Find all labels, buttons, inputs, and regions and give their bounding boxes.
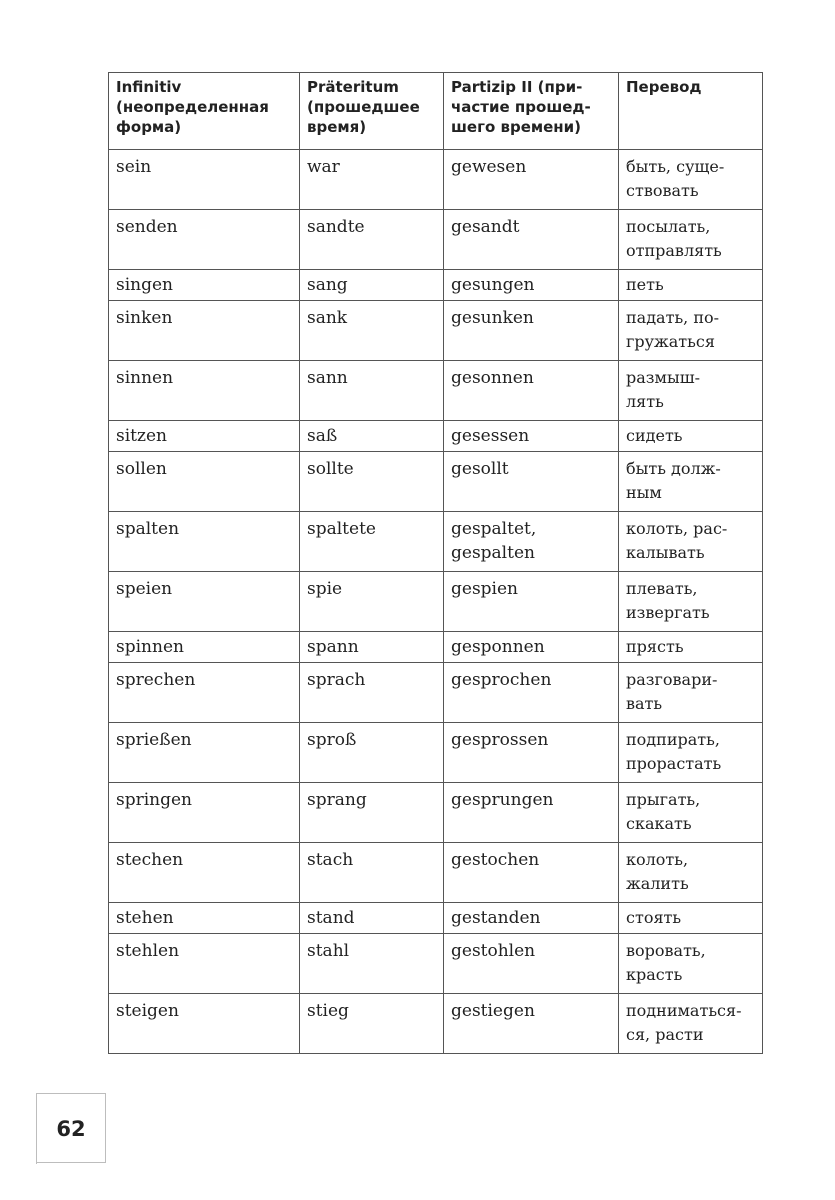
partizip-cell: [444, 210, 619, 270]
prateritum-cell: [300, 210, 444, 270]
prateritum-cell: [300, 632, 444, 663]
translation-cell-text: быть долж- ным: [626, 459, 721, 502]
infinitiv-cell-text: sprießen: [116, 730, 192, 750]
header-partizip: Partizip II (при- частие прошед- шего времени): [444, 73, 619, 150]
prateritum-cell-text: saß: [307, 426, 338, 446]
infinitiv-cell-text: senden: [116, 217, 178, 237]
partizip-cell: [444, 783, 619, 843]
partizip-cell: [444, 301, 619, 361]
table-row: [109, 994, 763, 1054]
prateritum-cell: [300, 361, 444, 421]
header-translation: Перевод: [619, 73, 763, 150]
partizip-cell: [444, 421, 619, 452]
prateritum-cell: [300, 783, 444, 843]
infinitiv-cell-text: springen: [116, 790, 193, 810]
table-row: [109, 934, 763, 994]
prateritum-cell-text: stieg: [307, 1001, 349, 1021]
table-row: [109, 150, 763, 210]
translation-cell-text: падать, по- гружаться: [626, 308, 720, 351]
partizip-cell-text: gesunken: [451, 308, 534, 328]
partizip-cell-text: gespien: [451, 579, 518, 599]
translation-cell-text: подпирать, прорастать: [626, 730, 722, 773]
table-row: [109, 903, 763, 934]
translation-cell: [619, 994, 763, 1054]
translation-cell: [619, 903, 763, 934]
translation-cell-text: воровать, красть: [626, 941, 706, 984]
translation-cell-text: колоть, жалить: [626, 850, 689, 893]
infinitiv-cell-text: stehlen: [116, 941, 180, 961]
partizip-cell-text: gespaltet, gespalten: [451, 519, 537, 563]
translation-cell-text: разговари- вать: [626, 670, 718, 713]
prateritum-cell: [300, 663, 444, 723]
translation-cell-text: прясть: [626, 637, 684, 656]
partizip-cell: [444, 512, 619, 572]
partizip-cell: [444, 361, 619, 421]
table-row: [109, 270, 763, 301]
prateritum-cell: [300, 572, 444, 632]
infinitiv-cell-text: sprechen: [116, 670, 196, 690]
partizip-cell-text: gesessen: [451, 426, 530, 446]
infinitiv-cell-text: spalten: [116, 519, 180, 539]
translation-cell: [619, 934, 763, 994]
partizip-cell-text: gewesen: [451, 157, 527, 177]
translation-cell: [619, 783, 763, 843]
prateritum-cell: [300, 723, 444, 783]
partizip-cell-text: gestanden: [451, 908, 541, 928]
partizip-cell: [444, 903, 619, 934]
translation-cell: [619, 723, 763, 783]
prateritum-cell-text: stach: [307, 850, 354, 870]
partizip-cell: [444, 632, 619, 663]
infinitiv-cell: [109, 361, 300, 421]
infinitiv-cell: [109, 994, 300, 1054]
partizip-cell-text: gesollt: [451, 459, 509, 479]
verb-conjugation-table: [108, 72, 763, 1054]
infinitiv-cell: [109, 632, 300, 663]
prateritum-cell: [300, 512, 444, 572]
prateritum-cell-text: sang: [307, 275, 348, 295]
table-row: [109, 452, 763, 512]
table-row: [109, 783, 763, 843]
infinitiv-cell-text: sitzen: [116, 426, 167, 446]
prateritum-cell-text: stand: [307, 908, 355, 928]
prateritum-cell-text: sprang: [307, 790, 367, 810]
translation-cell: [619, 452, 763, 512]
partizip-cell: [444, 723, 619, 783]
partizip-cell-text: gesprungen: [451, 790, 554, 810]
partizip-cell-text: gestochen: [451, 850, 540, 870]
prateritum-cell: [300, 301, 444, 361]
partizip-cell-text: gesonnen: [451, 368, 534, 388]
prateritum-cell-text: spann: [307, 637, 359, 657]
table-header-row: [109, 73, 763, 150]
partizip-cell: [444, 994, 619, 1054]
infinitiv-cell-text: steigen: [116, 1001, 179, 1021]
translation-cell: [619, 150, 763, 210]
prateritum-cell: [300, 994, 444, 1054]
prateritum-cell-text: sann: [307, 368, 348, 388]
partizip-cell: [444, 270, 619, 301]
partizip-cell-text: gestiegen: [451, 1001, 535, 1021]
partizip-cell-text: gesprochen: [451, 670, 552, 690]
translation-cell-text: петь: [626, 275, 664, 294]
partizip-cell-text: gesandt: [451, 217, 520, 237]
translation-cell: [619, 361, 763, 421]
prateritum-cell: [300, 903, 444, 934]
infinitiv-cell: [109, 452, 300, 512]
prateritum-cell-text: sandte: [307, 217, 365, 237]
prateritum-cell-text: spie: [307, 579, 343, 599]
infinitiv-cell-text: sollen: [116, 459, 167, 479]
translation-cell-text: плевать, извергать: [626, 579, 710, 622]
infinitiv-cell: [109, 210, 300, 270]
table-row: [109, 361, 763, 421]
prateritum-cell-text: sprach: [307, 670, 366, 690]
table-row: [109, 632, 763, 663]
partizip-cell-text: gesprossen: [451, 730, 549, 750]
infinitiv-cell-text: stechen: [116, 850, 184, 870]
translation-cell: [619, 301, 763, 361]
translation-cell-text: стоять: [626, 908, 682, 927]
partizip-cell-text: gestohlen: [451, 941, 536, 961]
header-prateritum: Präteritum (прошедшее время): [300, 73, 444, 150]
prateritum-cell: [300, 421, 444, 452]
table-row: [109, 512, 763, 572]
infinitiv-cell-text: singen: [116, 275, 174, 295]
infinitiv-cell-text: stehen: [116, 908, 174, 928]
page-number: 62: [56, 1117, 86, 1141]
infinitiv-cell: [109, 421, 300, 452]
partizip-cell-text: gesponnen: [451, 637, 545, 657]
table-row: [109, 301, 763, 361]
infinitiv-cell-text: sinnen: [116, 368, 174, 388]
translation-cell-text: прыгать, скакать: [626, 790, 701, 833]
partizip-cell: [444, 934, 619, 994]
translation-cell: [619, 512, 763, 572]
translation-cell: [619, 270, 763, 301]
translation-cell: [619, 843, 763, 903]
translation-cell-text: быть, суще- ствовать: [626, 157, 725, 200]
infinitiv-cell-text: speien: [116, 579, 173, 599]
infinitiv-cell: [109, 783, 300, 843]
infinitiv-cell: [109, 572, 300, 632]
infinitiv-cell-text: sinken: [116, 308, 173, 328]
translation-cell-text: подниматься- ся, расти: [626, 1001, 742, 1044]
translation-cell: [619, 632, 763, 663]
translation-cell: [619, 210, 763, 270]
translation-cell-text: размыш- лять: [626, 368, 700, 411]
partizip-cell: [444, 663, 619, 723]
page-number-box: [36, 1093, 106, 1163]
prateritum-cell: [300, 270, 444, 301]
infinitiv-cell: [109, 301, 300, 361]
prateritum-cell: [300, 452, 444, 512]
prateritum-cell: [300, 150, 444, 210]
prateritum-cell-text: war: [307, 157, 340, 177]
infinitiv-cell: [109, 723, 300, 783]
prateritum-cell-text: sank: [307, 308, 348, 328]
infinitiv-cell: [109, 903, 300, 934]
partizip-cell: [444, 572, 619, 632]
infinitiv-cell: [109, 150, 300, 210]
table-row: [109, 210, 763, 270]
infinitiv-cell-text: sein: [116, 157, 152, 177]
prateritum-cell: [300, 934, 444, 994]
partizip-cell: [444, 452, 619, 512]
prateritum-cell-text: sollte: [307, 459, 354, 479]
prateritum-cell-text: sproß: [307, 730, 357, 750]
translation-cell-text: посылать, отправлять: [626, 217, 722, 260]
table-row: [109, 421, 763, 452]
table-row: [109, 723, 763, 783]
infinitiv-cell: [109, 663, 300, 723]
header-infinitiv: Infinitiv (неопределенная форма): [109, 73, 300, 150]
infinitiv-cell: [109, 270, 300, 301]
partizip-cell: [444, 150, 619, 210]
partizip-cell: [444, 843, 619, 903]
prateritum-cell-text: stahl: [307, 941, 350, 961]
table-row: [109, 572, 763, 632]
translation-cell-text: сидеть: [626, 426, 683, 445]
table-row: [109, 843, 763, 903]
infinitiv-cell-text: spinnen: [116, 637, 184, 657]
infinitiv-cell: [109, 934, 300, 994]
prateritum-cell: [300, 843, 444, 903]
infinitiv-cell: [109, 512, 300, 572]
translation-cell-text: колоть, рас- калывать: [626, 519, 728, 562]
partizip-cell-text: gesungen: [451, 275, 535, 295]
infinitiv-cell: [109, 843, 300, 903]
translation-cell: [619, 663, 763, 723]
prateritum-cell-text: spaltete: [307, 519, 376, 539]
translation-cell: [619, 421, 763, 452]
table-row: [109, 663, 763, 723]
translation-cell: [619, 572, 763, 632]
